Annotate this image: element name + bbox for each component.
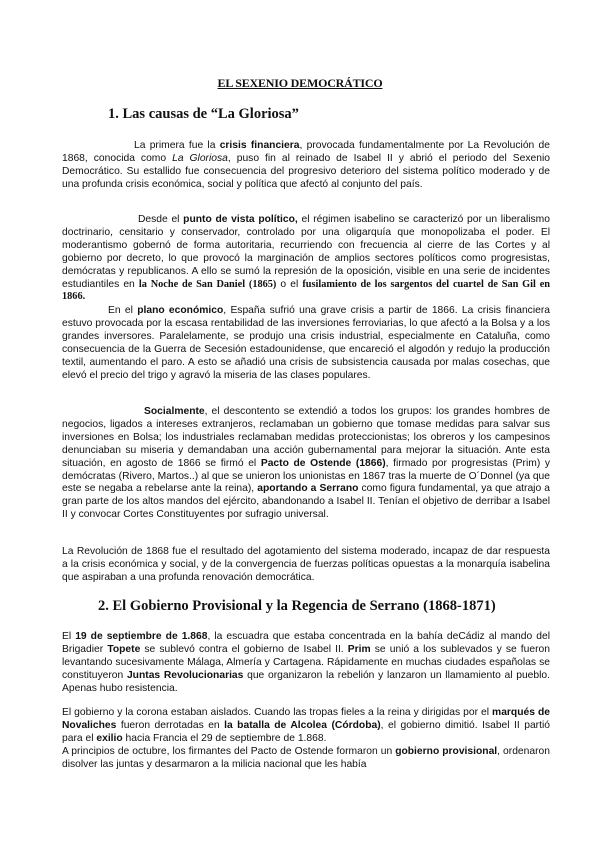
- paragraph-gobierno-provisional: A principios de octubre, los firmantes del Pacto de Ostende formaron un gobierno provisional, ordenaron disolver las juntas y desarmaron a la milicia nacional que les había: [62, 746, 550, 770]
- paragraph-crisis-financiera: La primera fue la crisis financiera, provocada fundamentalmente por La Revolución de 1868, conocida como La Gloriosa, puso fin al reinado de Isabel II y abrió el periodo del Sexenio Democrático. Su estallido fue consecuencia del progresivo deterioro del sistema político moderado y de una profunda crisis económica, social y política que afectó al conjunto del país.: [62, 140, 550, 190]
- paragraph-socialmente: Socialmente, el descontento se extendió a todos los grupos: los grandes hombres de negocios, ligados a intereses extranjeros, reclamaban un gobierno que tomase medidas para salvar sus inversiones en Bolsa; los industriales reclamaban medidas proteccionistas; los obreros y los campesinos denunciaban su miseria y demandaban una acción gubernamental para mejorar la situación. Ante esta situación, en agosto de 1866 se firmó el Pacto de Ostende (1866), firmado por progresistas (Prim) y demócratas (Rivero, Martos..) al que se unieron los unionistas en 1867 tras la muerte de O´Donnel (ya que este se negaba a rebelarse ante la reina), aportando a Serrano como figura fundamental, ya que atrajo a gran parte de los altos mandos del ejército, abandonando a Isabel II. Tenían el objetivo de derribar a Isabel II y convocar Cortes Constituyentes por sufragio universal.: [62, 406, 551, 521]
- document-title: EL SEXENIO DEMOCRÁTICO: [217, 76, 383, 90]
- section-1-heading: 1. Las causas de “La Gloriosa”: [108, 106, 299, 122]
- paragraph-sublevacion: El 19 de septiembre de 1.868, la escuadra que estaba concentrada en la bahía deCádiz al mando del Brigadier Topete se sublevó contra el gobierno de Isabel II. Prim se unió a los sublevados y se fueron levantando sucesivamente Málaga, Almería y Cartagena. Rápidamente en muchas ciudades españolas se constituyeron Juntas Revolucionarias que organizaron la rebelión y lanzaron un llamamiento al pueblo. Apenas hubo resistencia.: [62, 631, 551, 694]
- paragraph-revolucion-conclusion: La Revolución de 1868 fue el resultado del agotamiento del sistema moderado, incapaz de dar respuesta a la crisis económica y social, y de la convergencia de fuerzas políticas opuestas a la monarquía isabelina que aspiraban a una profunda renovación democrática.: [62, 546, 550, 583]
- section-2-heading: 2. El Gobierno Provisional y la Regencia de Serrano (1868-1871): [98, 598, 496, 614]
- paragraph-alcolea: El gobierno y la corona estaban aislados. Cuando las tropas fieles a la reina y dirigidas por el marqués de Novaliches fueron derrotadas en la batalla de Alcolea (Córdoba), el gobierno dimitió. Isabel II partió para el exilio hacia Francia el 29 de septiembre de 1.868.: [62, 707, 550, 744]
- paragraph-plano-economico: En el plano económico, España sufrió una grave crisis a partir de 1866. La crisis financiera estuvo provocada por la escasa rentabilidad de las inversiones ferroviarias, lo que afectó a la Bolsa y a los grandes inversores. Paralelamente, se produjo una crisis industrial, especialmente en Cataluña, como consecuencia de la Guerra de Secesión estadounidense, que encareció el algodón y redujo la producción textil, aumentando el paro. A esto se añadió una crisis de subsistencia causada por malas cosechas, que elevó el precio del trigo y agravó la miseria de las clases populares.: [62, 305, 550, 381]
- paragraph-punto-politico: Desde el punto de vista político, el régimen isabelino se caracterizó por un liberalismo doctrinario, censitario y conservador, controlado por una oligarquía que monopolizaba el poder. El moderantismo gobernó de forma autoritaria, recurriendo con frecuencia al cierre de las Cortes y al gobierno por decreto, lo que provocó la marginación de amplios sectores políticos como progresistas, demócratas y republicanos. A ello se sumó la represión de la oposición, visible en una serie de incidentes estudiantiles en la Noche de San Daniel (1865) o el fusilamiento de los sargentos del cuartel de San Gil en 1866.: [62, 214, 551, 303]
